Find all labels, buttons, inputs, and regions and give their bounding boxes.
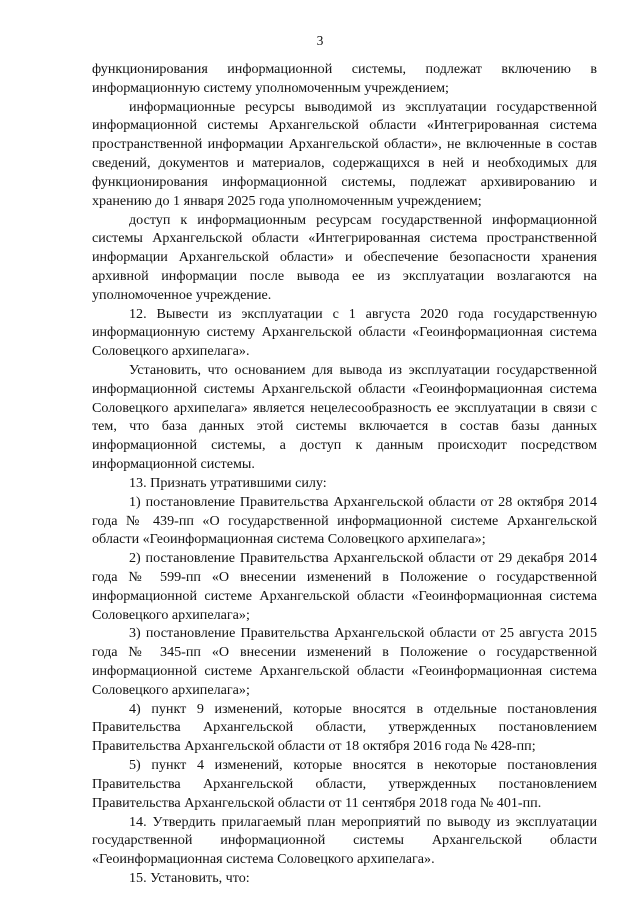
document-body — [92, 60, 597, 888]
paragraph: информационные ресурсы выводимой из эксплуатации государственной информационной системы Архангельской области «Интегрированная система пространственной информации Архангельской области», не включенные в состав сведений, документов и материалов, содержащихся в ней и необходимых для функционирования информационной системы, подлежат архивированию и хранению до 1 января 2025 года уполномоченным учреждением; — [92, 98, 597, 209]
paragraph: Установить, что основанием для вывода из эксплуатации государственной информационной системы Архангельской области «Геоинформационная система Соловецкого архипелага» является нецелесообразность ее эксплуатации в связи с тем, что база данных этой системы включается в состав базы данных информационной системы, а доступ к данным происходит посредством информационной системы. — [92, 362, 597, 473]
paragraph: 4) пункт 9 изменений, которые вносятся в отдельные постановления Правительства Архангельской области, утвержденных постановлением Правительства Архангельской области от 18 октября 2016 года № 428-пп; — [92, 700, 597, 755]
page-number: 3 — [316, 33, 324, 48]
paragraph: 1) постановление Правительства Архангельской области от 28 октября 2014 года № 439-пп «О государственной информационной системе Архангельской области «Геоинформационная система Соловецкого архипелага»; — [92, 493, 597, 548]
paragraph: 14. Утвердить прилагаемый план мероприятий по выводу из эксплуатации государственной информационной системы Архангельской области «Геоинформационная система Соловецкого архипелага». — [92, 813, 597, 868]
paragraph: 2) постановление Правительства Архангельской области от 29 декабря 2014 года № 599-пп «О внесении изменений в Положение о государственной информационной системе Архангельской области «Геоинформационная система Соловецкого архипелага»; — [92, 550, 597, 623]
paragraph: доступ к информационным ресурсам государственной информационной системы Архангельской области «Интегрированная система пространственной информации Архангельской области» и обеспечение безопасности хранения архивной информации после вывода ее из эксплуатации возлагаются на уполномоченное учреждение. — [92, 211, 597, 303]
paragraph: 15. Установить, что: — [129, 869, 250, 886]
paragraph: 3) постановление Правительства Архангельской области от 25 августа 2015 года № 345-пп «О внесении изменений в Положение о государственной информационной системе Архангельской области «Геоинформационная система Соловецкого архипелага»; — [92, 625, 597, 698]
paragraph: 13. Признать утратившими силу: — [129, 474, 327, 491]
paragraph: функционирования информационной системы, подлежат включению в информационную систему уполномоченным учреждением; — [92, 61, 597, 96]
paragraph: 12. Вывести из эксплуатации с 1 августа 2020 года государственную информационную систему Архангельской области «Геоинформационная система Соловецкого архипелага». — [92, 305, 597, 360]
paragraph: 5) пункт 4 изменений, которые вносятся в некоторые постановления Правительства Архангельской области, утвержденных постановлением Правительства Архангельской области от 11 сентября 2018 года № 401-пп. — [92, 757, 597, 811]
